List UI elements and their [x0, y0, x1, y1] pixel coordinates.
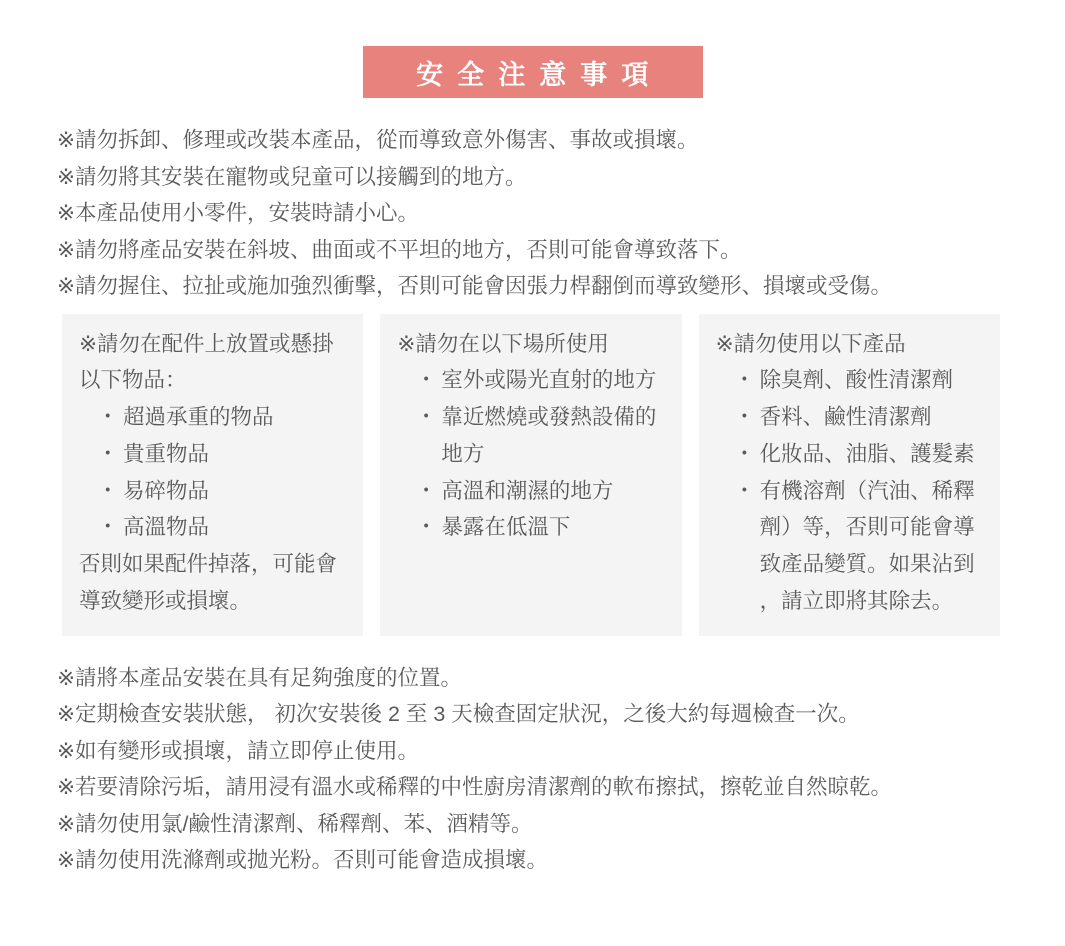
list-item — [397, 399, 664, 473]
bullet-icon: ・ — [97, 515, 119, 540]
bullet-icon: ・ — [415, 368, 437, 393]
box-heading: ※請勿在以下場所使用 — [397, 331, 609, 356]
list-item — [79, 509, 346, 546]
list-item-text: 高溫物品 — [123, 515, 210, 540]
warning-box-locations — [380, 314, 681, 636]
warning-box-products — [699, 314, 1000, 636]
bullet-icon: ・ — [733, 441, 756, 466]
note-item: ※定期檢查安裝狀態， 初次安裝後 2 至 3 天檢查固定狀況，之後大約每週檢查一次。 — [57, 702, 860, 727]
list-item — [79, 436, 346, 473]
note-item: ※請勿使用氯/鹼性清潔劑、稀釋劑、苯、酒精等。 — [57, 811, 533, 836]
list-item-text: 室外或陽光直射的地方 — [441, 368, 657, 393]
list-item — [716, 473, 983, 620]
list-item-text: 易碎物品 — [123, 478, 210, 503]
note-item: ※請勿將產品安裝在斜坡、曲面或不平坦的地方，否則可能會導致落下。 — [57, 237, 742, 262]
list-item-text: 貴重物品 — [123, 441, 210, 466]
bullet-icon: ・ — [733, 405, 756, 430]
box-heading: ※請勿使用以下產品 — [715, 331, 906, 356]
bullet-icon: ・ — [733, 368, 756, 393]
box-heading: ※請勿在配件上放置或懸掛以下物品： — [79, 331, 334, 393]
safety-notice-document — [0, 46, 1065, 879]
list-item — [716, 436, 983, 473]
list-item-text: 靠近燃燒或發熱設備的地方 — [441, 405, 657, 466]
list-item — [716, 399, 983, 436]
box-item-list — [79, 399, 346, 546]
bullet-icon: ・ — [415, 405, 437, 430]
title-banner — [363, 46, 703, 98]
list-item — [397, 362, 664, 399]
list-item-text: 化妝品、油脂、護髮素 — [759, 441, 975, 466]
warning-boxes — [62, 314, 1000, 636]
bullet-icon: ・ — [415, 478, 437, 503]
bullet-icon: ・ — [97, 405, 119, 430]
list-item — [716, 362, 983, 399]
note-item: ※若要清除污垢，請用浸有溫水或稀釋的中性廚房清潔劑的軟布擦拭，擦乾並自然晾乾。 — [57, 775, 893, 800]
note-item: ※本產品使用小零件，安裝時請小心。 — [57, 201, 420, 225]
page-title: 安全注意事項 — [416, 59, 663, 90]
note-item: ※請勿使用洗滌劑或拋光粉。否則可能會造成損壞。 — [57, 848, 549, 873]
note-item: ※請勿握住、拉扯或施加強烈衝擊，否則可能會因張力桿翻倒而導致變形、損壞或受傷。 — [57, 274, 893, 298]
note-item: ※請勿將其安裝在寵物或兒童可以接觸到的地方。 — [57, 164, 527, 189]
bottom-notes-list — [0, 660, 1065, 879]
box-item-list — [397, 362, 664, 546]
list-item — [79, 399, 346, 436]
note-item: ※如有變形或損壞，請立即停止使用。 — [57, 738, 420, 763]
list-item — [79, 473, 346, 510]
top-notes-list — [0, 122, 1065, 305]
list-item-text: 高溫和潮濕的地方 — [441, 478, 614, 503]
warning-box-attachments — [62, 314, 363, 636]
list-item-text: 除臭劑、酸性清潔劑 — [759, 368, 954, 393]
bullet-icon: ・ — [97, 478, 119, 503]
list-item-text: 香料、鹼性清潔劑 — [759, 405, 932, 430]
list-item-text: 超過承重的物品 — [123, 405, 274, 430]
bullet-icon: ・ — [733, 478, 756, 503]
note-item: ※請勿拆卸、修理或改裝本產品，從而導致意外傷害、事故或損壞。 — [57, 128, 699, 152]
bullet-icon: ・ — [415, 515, 437, 540]
bullet-icon: ・ — [97, 441, 119, 466]
list-item — [397, 509, 664, 546]
note-item: ※請將本產品安裝在具有足夠強度的位置。 — [57, 665, 463, 690]
box-item-list — [716, 362, 983, 620]
box-footer: 否則如果配件掉落，可能會導致變形或損壞。 — [79, 552, 338, 614]
list-item-text: 有機溶劑（汽油、稀釋劑）等，否則可能會導致產品變質。如果沾到，請立即將其除去。 — [759, 478, 975, 614]
list-item — [397, 473, 664, 510]
list-item-text: 暴露在低溫下 — [441, 515, 571, 540]
